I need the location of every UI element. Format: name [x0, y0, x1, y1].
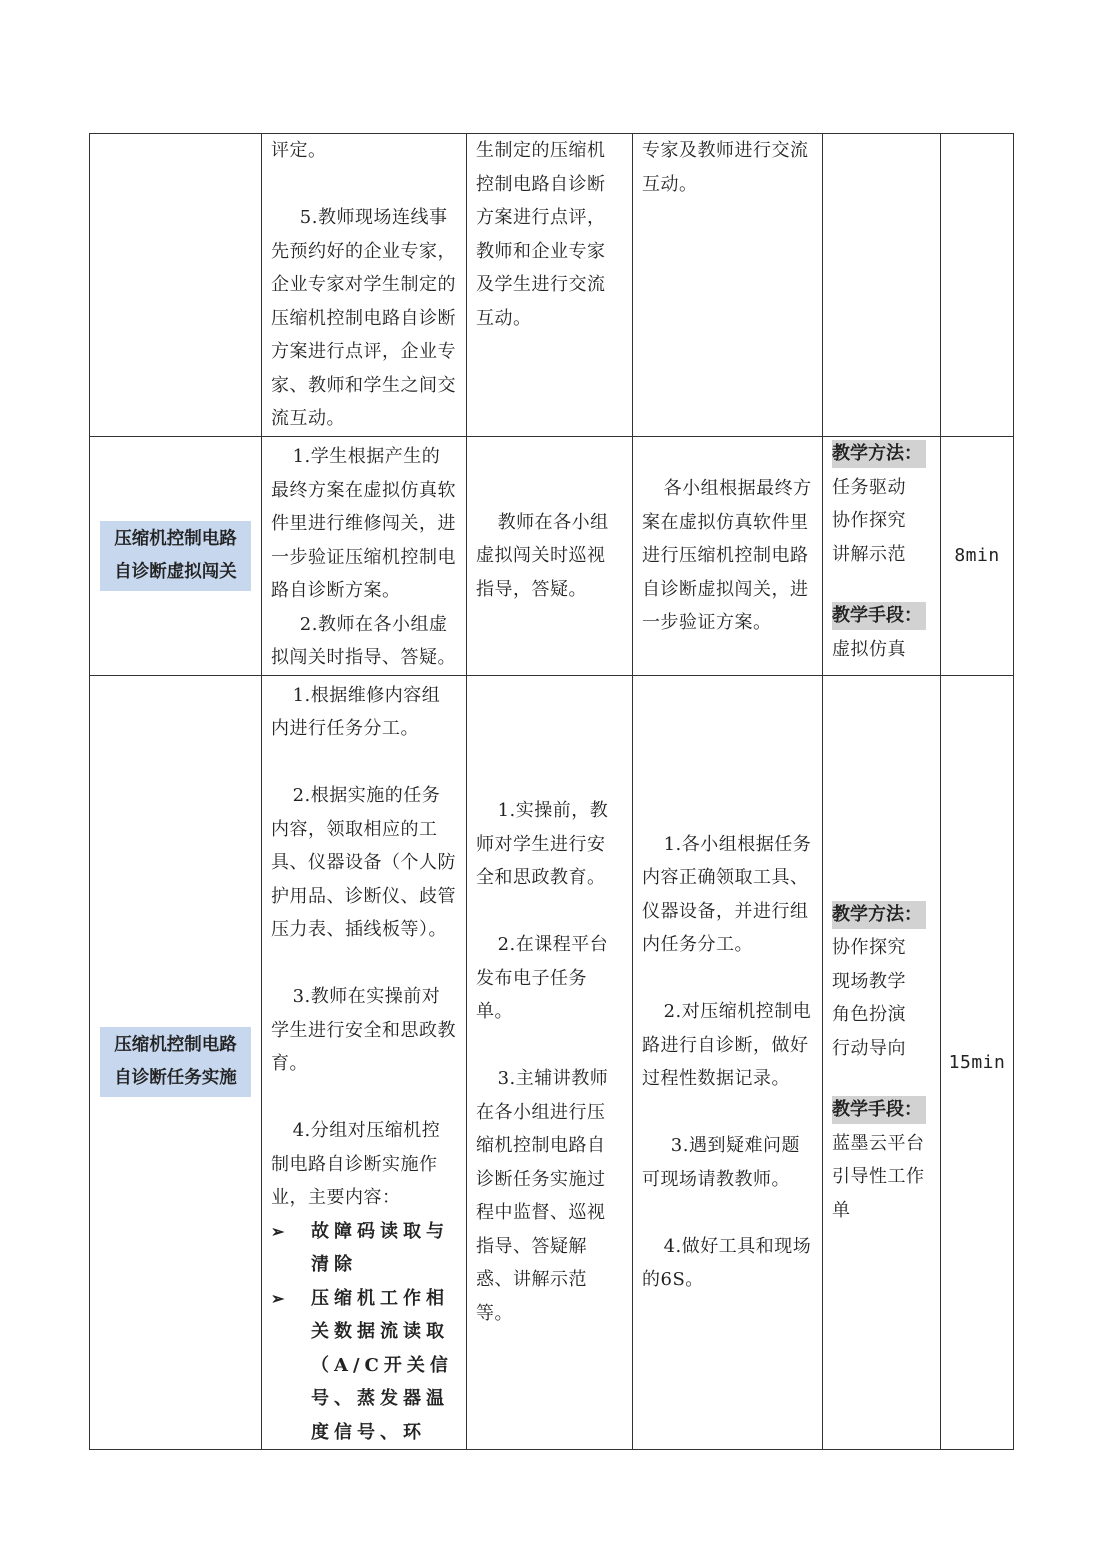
teacher-activity-text: 1.实操前，教师对学生进行安全和思政教育。	[476, 800, 609, 889]
student-activity-cell	[262, 437, 467, 676]
time-cell: 15min	[941, 675, 1014, 1450]
arrow-bullet-icon: ➢	[271, 1221, 285, 1241]
list-item: ➢ 故障码读取与清除	[271, 1215, 457, 1282]
method-item: 协作探究	[832, 937, 906, 958]
design-intent-cell	[633, 437, 823, 676]
means-item: 虚拟仿真	[832, 638, 906, 660]
design-intent-text: 1.各小组根据任务内容正确领取工具、仪器设备，并进行组内任务分工。	[642, 833, 812, 956]
student-activity-text: 2.教师在各小组虚拟闯关时指导、答疑。	[271, 613, 456, 668]
student-activity-text: 3.教师在实操前对学生进行安全和思政教育。	[271, 986, 456, 1074]
design-intent-text: 2.对压缩机控制电路进行自诊断，做好过程性数据记录。	[642, 1001, 812, 1090]
student-activity-text: 4.分组对压缩机控制电路自诊断实施作业，主要内容：	[271, 1120, 441, 1208]
method-label: 教学方法：	[832, 440, 926, 468]
student-bullet-list	[271, 1215, 457, 1450]
method-item: 任务驱动	[832, 476, 906, 498]
time-cell	[941, 134, 1014, 437]
arrow-bullet-icon: ➢	[271, 1288, 285, 1308]
method-item: 行动导向	[832, 1037, 906, 1059]
student-activity-text: 1.根据维修内容组内进行任务分工。	[271, 684, 441, 739]
method-item: 现场教学	[832, 970, 906, 992]
stage-title: 压缩机控制电路自诊断任务实施	[100, 1027, 251, 1097]
student-activity-text: 评定。	[271, 140, 327, 161]
means-label: 教学手段：	[832, 1096, 926, 1124]
teacher-activity-text: 生制定的压缩机控制电路自诊断方案进行点评，教师和企业专家及学生进行交流互动。	[476, 140, 606, 329]
teacher-activity-text: 2.在课程平台发布电子任务单。	[476, 934, 609, 1023]
student-activity-text: 5.教师现场连线事先预约好的企业专家，企业专家对学生制定的压缩机控制电路自诊断方案进行点评，企业专家、教师和学生之间交流互动。	[271, 207, 456, 429]
method-label: 教学方法：	[832, 901, 926, 929]
student-activity-text: 1.学生根据产生的最终方案在虚拟仿真软件里进行维修闯关，进一步验证压缩机控制电路自诊断方案。	[271, 446, 456, 601]
method-item: 角色扮演	[832, 1004, 906, 1025]
design-intent-cell	[633, 134, 823, 437]
teacher-activity-text: 教师在各小组虚拟闯关时巡视指导，答疑。	[476, 511, 609, 600]
design-intent-text: 4.做好工具和现场的6S。	[642, 1235, 812, 1291]
design-intent-text: 各小组根据最终方案在虚拟仿真软件里进行压缩机控制电路自诊断虚拟闯关，进一步验证方案。	[642, 478, 812, 633]
design-intent-text: 专家及教师进行交流互动。	[642, 140, 809, 195]
table-row	[90, 675, 1014, 1450]
student-activity-text: 2.根据实施的任务内容，领取相应的工具、仪器设备（个人防护用品、诊断仪、歧管压力表、插线板等）。	[271, 785, 456, 940]
stage-cell	[90, 134, 262, 437]
teacher-activity-cell	[467, 675, 633, 1450]
table-row	[90, 437, 1014, 676]
student-activity-cell	[262, 675, 467, 1450]
student-activity-cell	[262, 134, 467, 437]
methods-cell	[823, 675, 941, 1450]
means-label: 教学手段：	[832, 602, 926, 630]
design-intent-text: 3.遇到疑难问题可现场请教教师。	[642, 1135, 800, 1190]
stage-cell	[90, 437, 262, 676]
methods-cell	[823, 437, 941, 676]
table-row	[90, 134, 1014, 437]
means-item: 引导性工作单	[832, 1166, 925, 1221]
stage-title: 压缩机控制电路自诊断虚拟闯关	[100, 521, 251, 591]
method-item: 讲解示范	[832, 543, 906, 565]
lesson-plan-table	[89, 133, 1014, 1450]
time-cell: 8min	[941, 437, 1014, 676]
list-item: ➢ 压缩机工作相关数据流读取（A/C开关信号、蒸发器温度信号、环	[271, 1282, 457, 1450]
teacher-activity-cell	[467, 134, 633, 437]
stage-cell	[90, 675, 262, 1450]
method-item: 协作探究	[832, 510, 906, 531]
methods-cell	[823, 134, 941, 437]
teacher-activity-cell	[467, 437, 633, 676]
teacher-activity-text: 3.主辅讲教师在各小组进行压缩机控制电路自诊断任务实施过程中监督、巡视指导、答疑解惑、讲解示范等。	[476, 1068, 609, 1324]
design-intent-cell	[633, 675, 823, 1450]
means-item: 蓝墨云平台	[832, 1132, 925, 1154]
